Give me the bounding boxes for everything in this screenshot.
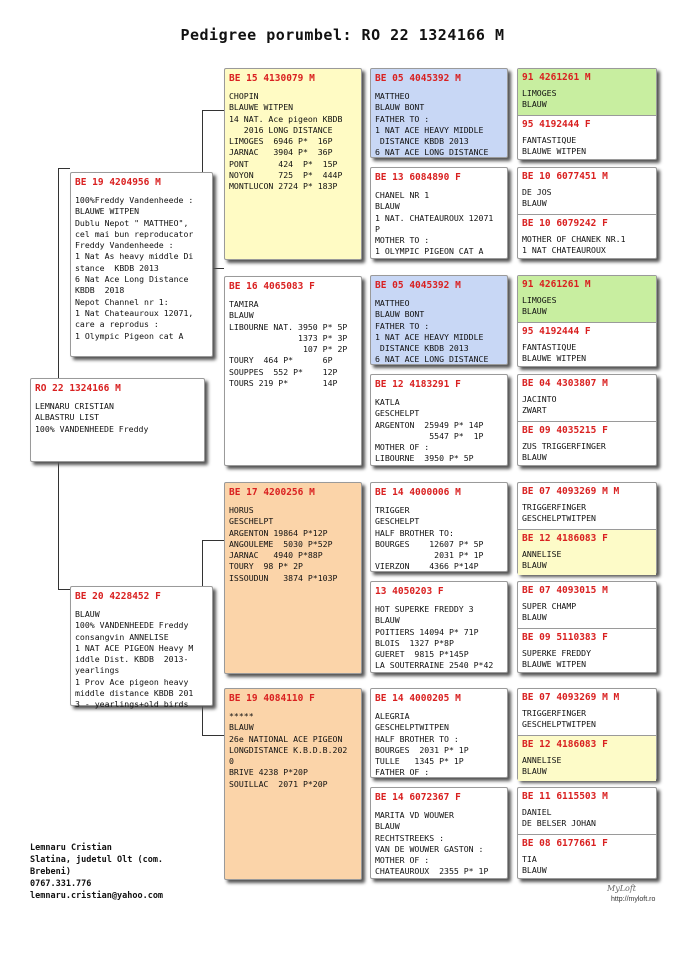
ring-number: BE 20 4228452 F: [75, 591, 161, 602]
ancestor-pair-card: [517, 482, 657, 574]
pigeon-details: LIMOGES BLAUW: [522, 295, 557, 317]
pigeon-details: BLAUW 100% VANDENHEEDE Freddy consangvin ANNELISE 1 NAT ACE PIGEON Heavy M iddle Dist. KBDB 2013- yearlings 1 Prov Ace pigeon heavy middle distance KBDB 201 3 - yearlings+old birds: [75, 609, 194, 710]
ring-number: BE 17 4200256 M: [229, 487, 315, 498]
ring-number: BE 14 4000205 M: [375, 693, 461, 704]
pigeon-details: MOTHER OF CHANEK NR.1 1 NAT CHATEAUROUX: [522, 234, 626, 256]
pigeon-details: LIMOGES BLAUW: [522, 88, 557, 110]
pigeon-details: MARITA VD WOUWER BLAUW RECHTSTREEKS : VAN DE WOUWER GASTON : MOTHER OF : CHATEAUROUX 2355 P* 1P: [375, 810, 489, 877]
great-grandparent-card: [370, 167, 508, 259]
ancestor-sire: [518, 483, 656, 529]
pigeon-details: CHANEL NR 1 BLAUW 1 NAT. CHATEAUROUX 12071 P MOTHER TO : 1 OLYMPIC PIGEON CAT A: [375, 190, 494, 257]
pigeon-details: MATTHEO BLAUW BONT FATHER TO : 1 NAT ACE HEAVY MIDDLE DISTANCE KBDB 2013 6 NAT ACE LONG DISTANCE: [375, 91, 489, 158]
great-grandparent-card: [370, 374, 508, 466]
pigeon-details: ANNELISE BLAUW: [522, 755, 562, 777]
pigeon-details: KATLA GESCHELPT ARGENTON 25949 P* 14P 5547 P* 1P MOTHER OF : LIBOURNE 3950 P* 5P: [375, 397, 484, 464]
great-grandparent-card: [370, 688, 508, 778]
pigeon-details: DE JOS BLAUW: [522, 187, 552, 209]
ring-number: RO 22 1324166 M: [35, 383, 121, 394]
pigeon-details: TRIGGER GESCHELPT HALF BROTHER TO: BOURGES 12607 P* 5P 2031 P* 1P VIERZON 4366 P*14P: [375, 505, 484, 572]
ring-number: BE 05 4045392 M: [375, 280, 461, 291]
ring-number: BE 09 4035215 F: [522, 425, 608, 436]
ring-number: BE 19 4204956 M: [75, 177, 161, 188]
pigeon-details: JACINTO ZWART: [522, 394, 557, 416]
great-grandparent-card: [370, 482, 508, 572]
ancestor-pair-card: [517, 688, 657, 780]
pigeon-details: LEMNARU CRISTIAN ALBASTRU LIST 100% VANDENHEEDE Freddy: [35, 401, 149, 434]
breeder-contact: Lemnaru Cristian Slatina, judetul Olt (com. Brebeni) 0767.331.776 lemnaru.cristian@yahoo.com: [30, 843, 164, 901]
ancestor-pair-card: [517, 167, 657, 259]
ring-number: BE 12 4186083 F: [522, 739, 608, 750]
great-grandparent-card: [370, 787, 508, 879]
connector: [58, 168, 59, 380]
great-grandparent-card: [370, 275, 508, 365]
pigeon-details: HORUS GESCHELPT ARGENTON 19864 P*12P ANGOULEME 5030 P*52P JARNAC 4940 P*88P TOURY 98 P* 2P ISSOUDUN 3874 P*103P: [229, 505, 338, 583]
ancestor-sire: [518, 168, 656, 214]
ancestor-pair-card: [517, 787, 657, 879]
ring-number: BE 19 4084110 F: [229, 693, 315, 704]
ancestor-dam: [518, 735, 656, 781]
ring-number: BE 09 5110383 F: [522, 632, 608, 643]
ring-number: 91 4261261 M: [522, 72, 591, 83]
grandparent-card: [224, 482, 362, 674]
pigeon-details: FANTASTIQUE BLAUWE WITPEN: [522, 135, 587, 157]
great-grandparent-card: [370, 581, 508, 673]
connector: [202, 110, 224, 111]
ring-number: BE 10 6079242 F: [522, 218, 608, 229]
ancestor-dam: [518, 628, 656, 674]
pigeon-details: TIA BLAUW: [522, 854, 547, 876]
pigeon-details: TAMIRA BLAUW LIBOURNE NAT. 3950 P* 5P 1373 P* 3P 107 P* 2P TOURY 464 P* 6P SOUPPES 552 P* 12P TOURS 219 P* 14P: [229, 299, 348, 389]
pigeon-details: ALEGRIA GESCHELPTWITPEN HALF BROTHER TO : BOURGES 2031 P* 1P TULLE 1345 P* 1P FATHER OF :: [375, 711, 469, 778]
ring-number: BE 07 4093015 M: [522, 585, 608, 596]
ring-number: BE 07 4093269 M M: [522, 692, 620, 703]
ring-number: BE 15 4130079 M: [229, 73, 315, 84]
grandparent-card: [224, 68, 362, 260]
pigeon-details: HOT SUPERKE FREDDY 3 BLAUW POITIERS 14094 P* 71P BLOIS 1327 P*8P GUERET 9815 P*145P LA SOUTERRAINE 2540 P*42: [375, 604, 494, 671]
ring-number: 95 4192444 F: [522, 119, 591, 130]
pigeon-details: ZUS TRIGGERFINGER BLAUW: [522, 441, 606, 463]
ring-number: BE 10 6077451 M: [522, 171, 608, 182]
ring-number: 91 4261261 M: [522, 279, 591, 290]
ring-number: BE 07 4093269 M M: [522, 486, 620, 497]
ring-number: BE 16 4065083 F: [229, 281, 315, 292]
pigeon-details: SUPER CHAMP BLAUW: [522, 601, 577, 623]
ring-number: BE 04 4303807 M: [522, 378, 608, 389]
great-grandparent-card: [370, 68, 508, 158]
ancestor-sire: [518, 689, 656, 735]
connector: [202, 540, 224, 541]
brand-logo: MyLoft: [607, 884, 637, 893]
ancestor-sire: [518, 582, 656, 628]
pigeon-details: TRIGGERFINGER GESCHELPTWITPEN: [522, 708, 596, 730]
grandparent-card: [224, 276, 362, 466]
ring-number: 13 4050203 F: [375, 586, 444, 597]
ancestor-dam: [518, 421, 656, 467]
ancestor-dam: [518, 834, 656, 880]
dam-card: [70, 586, 213, 710]
ring-number: BE 12 4186083 F: [522, 533, 608, 544]
ring-number: 95 4192444 F: [522, 326, 591, 337]
ancestor-sire: [518, 69, 656, 115]
pigeon-details: ANNELISE BLAUW: [522, 549, 562, 571]
connector: [58, 168, 70, 169]
page-title: Pedigree porumbel: RO 22 1324166 M: [180, 26, 505, 44]
pigeon-details: FANTASTIQUE BLAUWE WITPEN: [522, 342, 587, 364]
ring-number: BE 12 4183291 F: [375, 379, 461, 390]
subject-card: [30, 378, 205, 462]
ring-number: BE 05 4045392 M: [375, 73, 461, 84]
pigeon-details: 100%Freddy Vandenheede : BLAUWE WITPEN Dublu Nepot " MATTHEO", cel mai bun reproducator Freddy Vandenheede : 1 Nat As heavy middle Di stance KBDB 2013 6 Nat Ace Long Distance KBDB 2018 Nepot Channel nr 1: 1 Nat Chateauroux 12071, care a reprodus : 1 Olympic Pigeon cat A: [75, 195, 194, 341]
ancestor-pair-card: [517, 374, 657, 466]
ring-number: BE 14 4000006 M: [375, 487, 461, 498]
pigeon-details: SUPERKE FREDDY BLAUWE WITPEN: [522, 648, 592, 670]
sire-card: [70, 172, 213, 357]
connector: [58, 589, 70, 590]
ring-number: BE 11 6115503 M: [522, 791, 608, 802]
website-link[interactable]: http://myloft.ro: [611, 896, 656, 903]
ancestor-pair-card: [517, 581, 657, 673]
ring-number: BE 14 6072367 F: [375, 792, 461, 803]
pigeon-details: DANIEL DE BELSER JOHAN: [522, 807, 596, 829]
ancestor-pair-card: [517, 275, 657, 367]
pigeon-details: TRIGGERFINGER GESCHELPTWITPEN: [522, 502, 596, 524]
ancestor-dam: [518, 214, 656, 260]
grandparent-card: [224, 688, 362, 880]
connector: [202, 735, 224, 736]
pigeon-details: CHOPIN BLAUWE WITPEN 14 NAT. Ace pigeon KBDB 2016 LONG DISTANCE LIMOGES 6946 P* 16P JARNAC 3904 P* 36P PONT 424 P* 15P NOYON 725 P* 444P MONTLUCON 2724 P* 183P: [229, 91, 343, 192]
ring-number: BE 08 6177661 F: [522, 838, 608, 849]
ancestor-dam: [518, 529, 656, 575]
pigeon-details: ***** BLAUW 26e NATIONAL ACE PIGEON LONGDISTANCE K.B.D.B.202 0 BRIVE 4238 P*20P SOUILLAC 2071 P*20P: [229, 711, 348, 789]
ancestor-sire: [518, 375, 656, 421]
ancestor-sire: [518, 788, 656, 834]
pigeon-details: MATTHEO BLAUW BONT FATHER TO : 1 NAT ACE HEAVY MIDDLE DISTANCE KBDB 2013 6 NAT ACE LONG DISTANCE: [375, 298, 489, 365]
ancestor-pair-card: [517, 68, 657, 160]
connector: [58, 460, 59, 590]
ring-number: BE 13 6084890 F: [375, 172, 461, 183]
ancestor-dam: [518, 115, 656, 161]
ancestor-dam: [518, 322, 656, 368]
ancestor-sire: [518, 276, 656, 322]
